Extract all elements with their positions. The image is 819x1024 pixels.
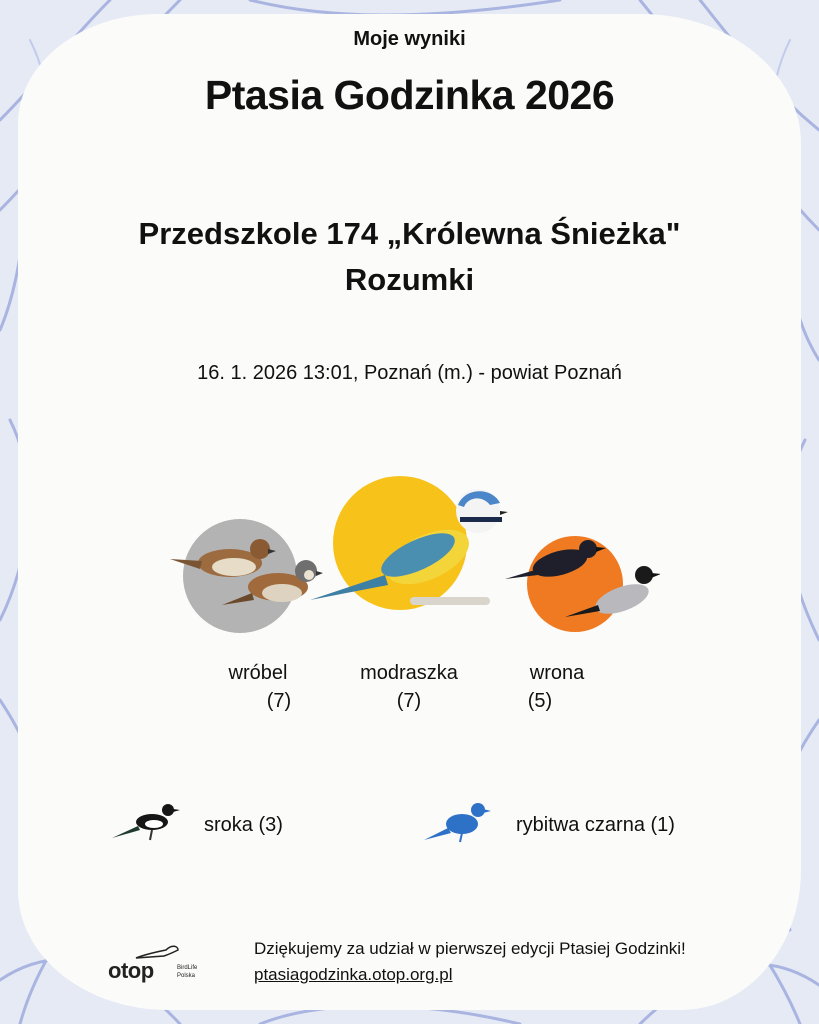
- footer-thanks: Dziękujemy za udział w pierwszej edycji Ptasiej Godzinki!: [254, 939, 686, 958]
- other-bird-label-1: rybitwa czarna (1): [516, 814, 675, 836]
- top-bird-count-1: (7): [396, 690, 422, 712]
- group-name: Rozumki: [344, 262, 475, 297]
- top-bird-count-2: (5): [527, 690, 553, 712]
- top-bird-name-0: wróbel: [228, 662, 288, 684]
- other-bird-label-0: sroka (3): [204, 814, 283, 836]
- top-bird-name-1: modraszka: [360, 662, 458, 684]
- otop-logo-text: otop: [108, 958, 154, 983]
- logo-sub-polska: Polska: [177, 973, 196, 979]
- magpie-icon: [110, 798, 182, 844]
- footer-link[interactable]: ptasiagodzinka.otop.org.pl: [254, 965, 453, 984]
- logo-sub-birdlife: BirdLife: [177, 965, 198, 971]
- top-bird-name-2: wrona: [529, 662, 585, 684]
- top-birds-illustration: [160, 475, 660, 645]
- page-title: Ptasia Godzinka 2026: [204, 72, 615, 118]
- observation-meta: 16. 1. 2026 13:01, Poznań (m.) - powiat Poznań: [197, 362, 622, 384]
- school-name: Przedszkole 174 „Królewna Śnieżka": [138, 216, 681, 251]
- page-subtitle: Moje wyniki: [353, 28, 466, 50]
- bird-silhouette-icon: [424, 800, 492, 844]
- top-bird-count-0: (7): [266, 690, 292, 712]
